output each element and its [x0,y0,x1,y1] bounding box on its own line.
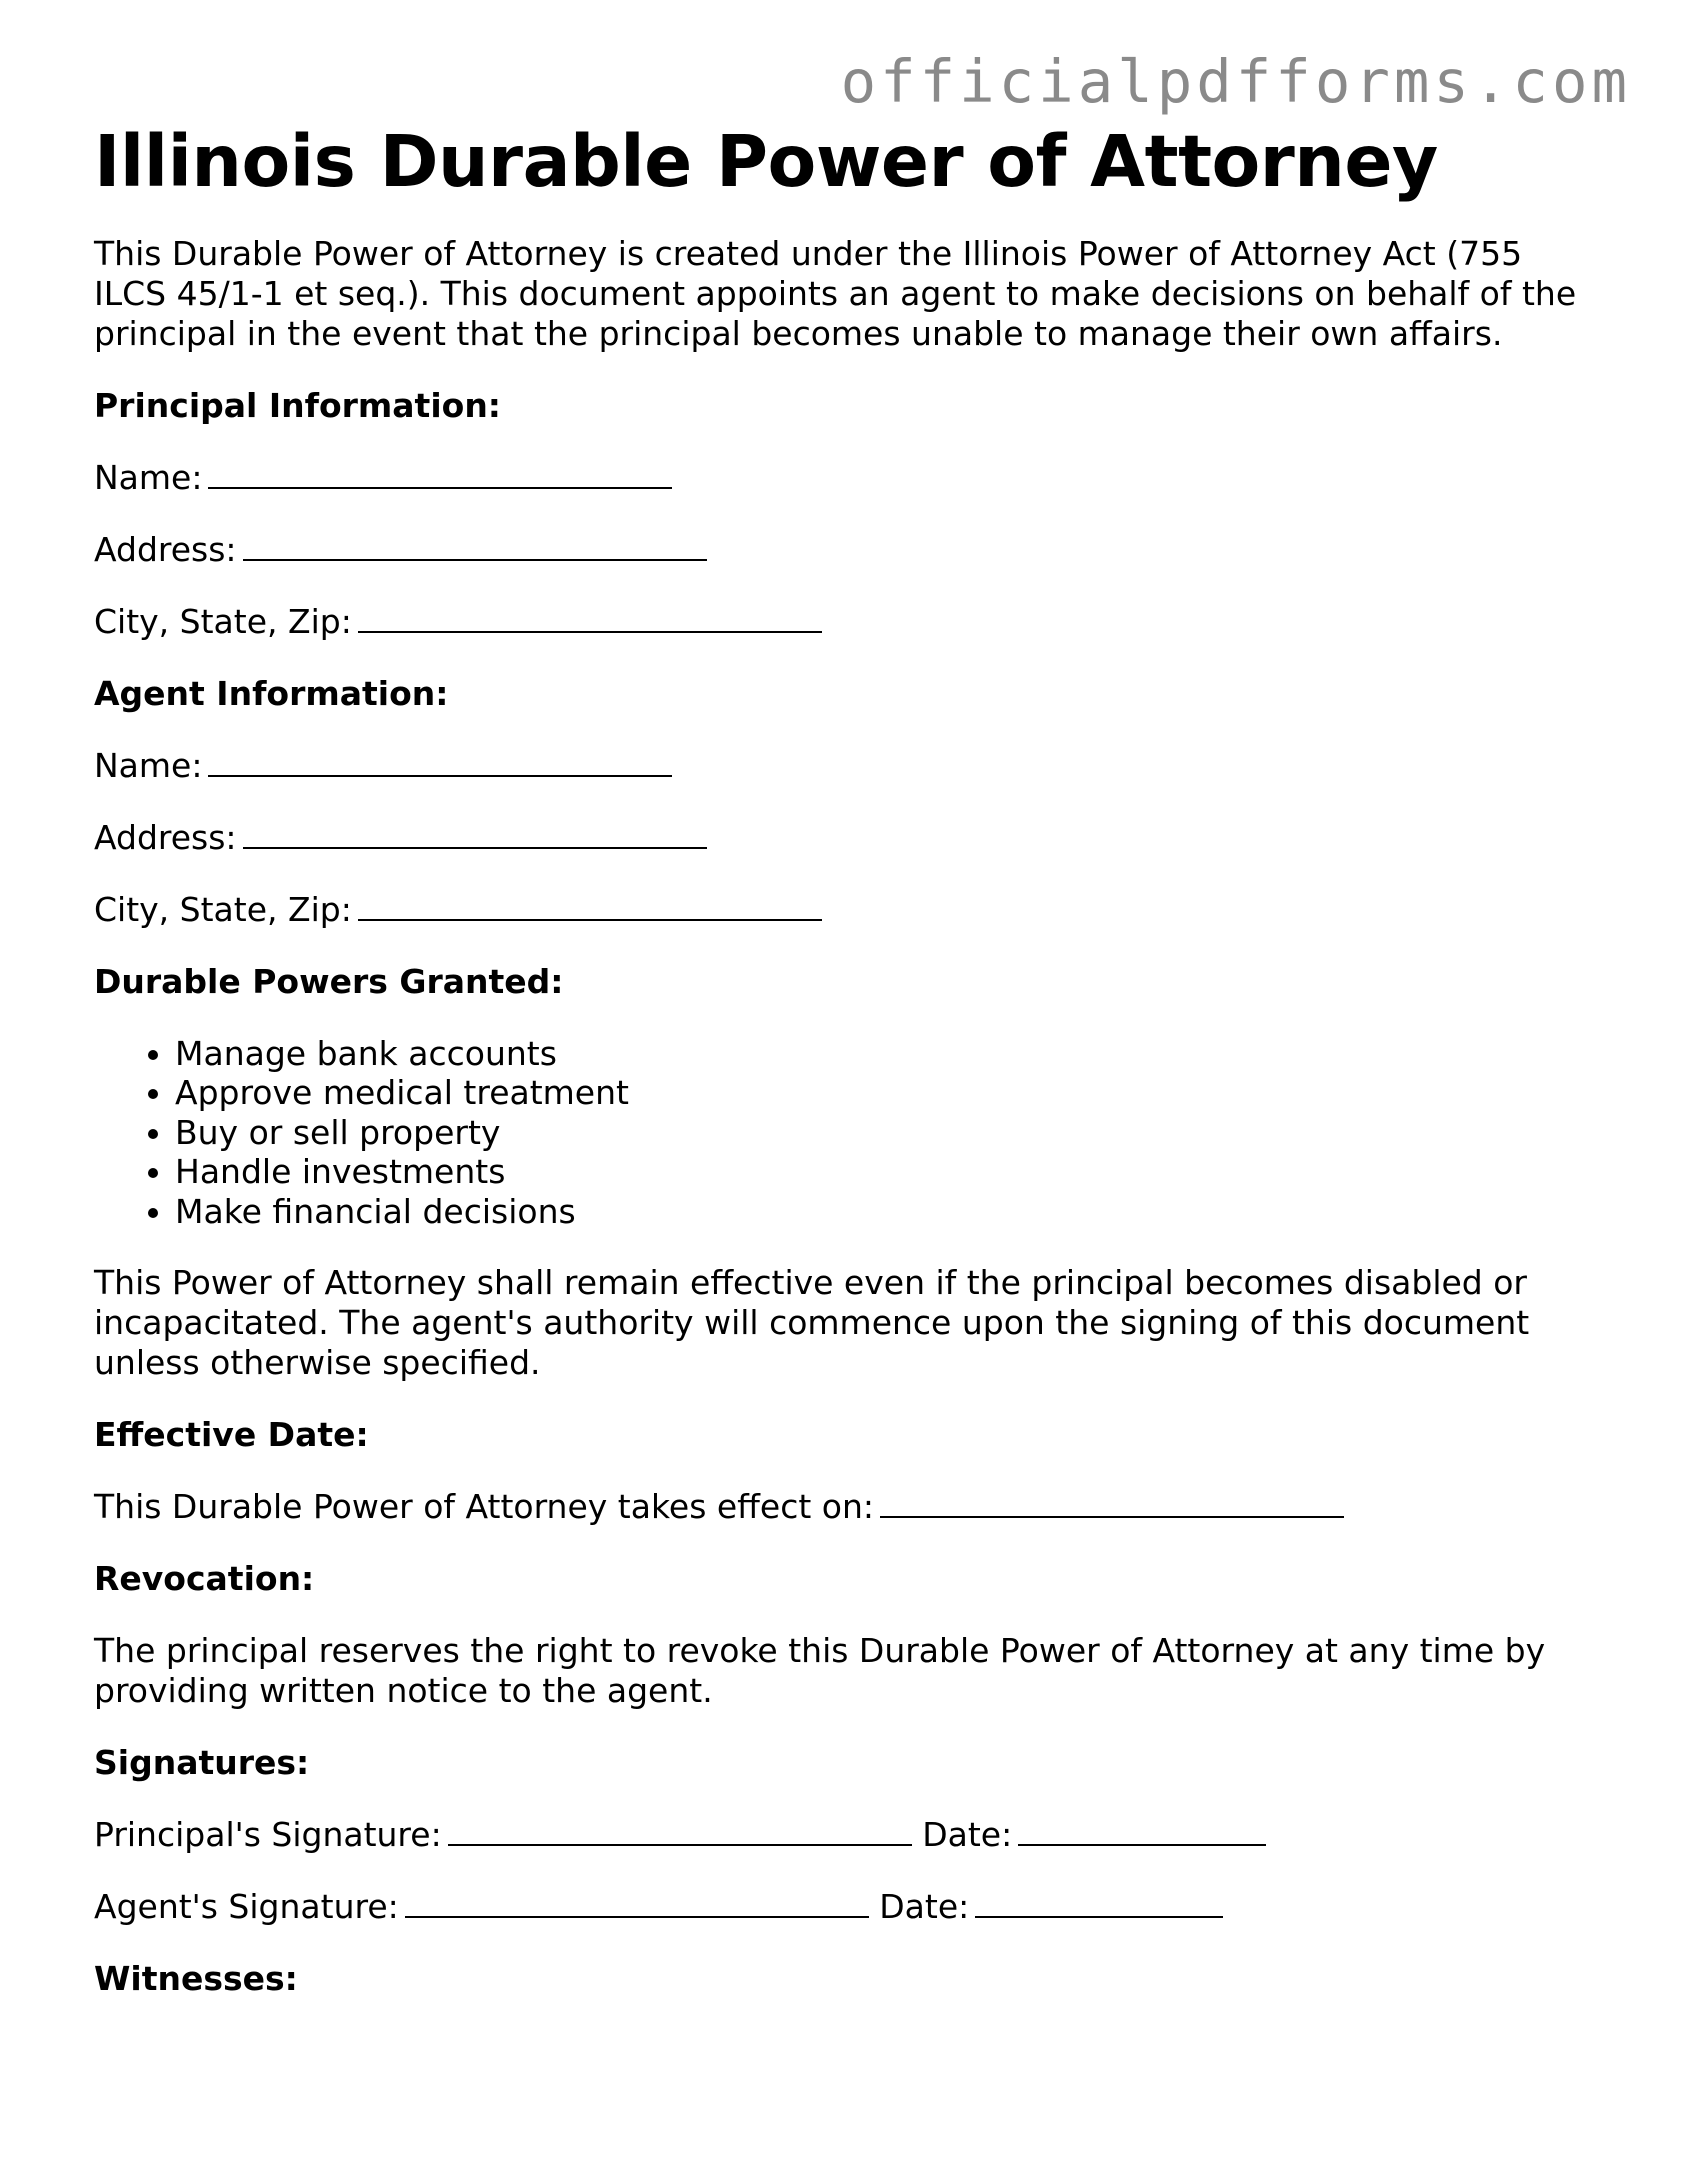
watermark: officialpdfforms.com [840,47,1631,116]
agent-city-label: City, State, Zip: [94,890,352,929]
principal-name-field [94,458,1594,498]
revocation-heading: Revocation: [94,1559,315,1599]
list-item: • Handle investments [175,1152,1594,1191]
intro-paragraph: This Durable Power of Attorney is created under the Illinois Power of Attorney Act (755 ILCS 45/1-1 et seq.). This document appoints an agent to make decisions on behalf of the principal in the event that the principal becomes unable to manage their own affairs. [94,234,1577,353]
agent-name-label: Name: [94,746,203,785]
list-item: • Manage bank accounts [175,1034,1594,1073]
effective-date-blank[interactable] [880,1489,1344,1518]
agent-signature-label: Agent's Signature: [94,1887,399,1927]
principal-info-heading: Principal Information: [94,386,502,425]
effective-date-label: This Durable Power of Attorney takes effect on: [94,1487,875,1527]
principal-address-label: Address: [94,530,237,569]
agent-signature-blank[interactable] [405,1889,869,1918]
principal-date-blank[interactable] [1018,1817,1266,1846]
witnesses-heading: Witnesses: [94,1959,298,1999]
powers-list [94,1034,1594,1231]
principal-address-blank[interactable] [243,532,707,561]
effective-date-heading: Effective Date: [94,1415,369,1455]
effective-date-field [94,1487,1594,1527]
principal-date-label: Date: [922,1815,1013,1855]
agent-date-blank[interactable] [975,1889,1223,1918]
principal-signature-field [94,1815,1594,1855]
agent-signature-field [94,1887,1594,1927]
principal-city-blank[interactable] [358,604,822,633]
agent-address-blank[interactable] [243,820,707,849]
agent-date-label: Date: [879,1887,970,1927]
document-page [94,118,1594,1999]
signatures-heading: Signatures: [94,1743,310,1783]
agent-info-heading: Agent Information: [94,674,449,713]
agent-address-label: Address: [94,818,237,857]
principal-name-blank[interactable] [208,460,672,489]
list-item: • Buy or sell property [175,1113,1594,1152]
list-item: • Make financial decisions [175,1192,1594,1231]
revocation-paragraph: The principal reserves the right to revoke this Durable Power of Attorney at any time by providing written notice to the agent. [94,1631,1546,1711]
principal-name-label: Name: [94,458,203,497]
agent-address-field [94,818,1594,858]
document-title: Illinois Durable Power of Attorney [94,120,1438,203]
agent-city-blank[interactable] [358,892,822,921]
principal-signature-blank[interactable] [448,1817,912,1846]
principal-address-field [94,530,1594,570]
durability-paragraph: This Power of Attorney shall remain effective even if the principal becomes disabled or incapacitated. The agent's authority will commence upon the signing of this document unless otherwise specified. [94,1263,1530,1383]
principal-city-field [94,602,1594,642]
agent-name-blank[interactable] [208,748,672,777]
list-item: • Approve medical treatment [175,1073,1594,1112]
principal-signature-label: Principal's Signature: [94,1815,442,1855]
agent-city-field [94,890,1594,930]
agent-name-field [94,746,1594,786]
principal-city-label: City, State, Zip: [94,602,352,641]
powers-heading: Durable Powers Granted: [94,962,564,1001]
